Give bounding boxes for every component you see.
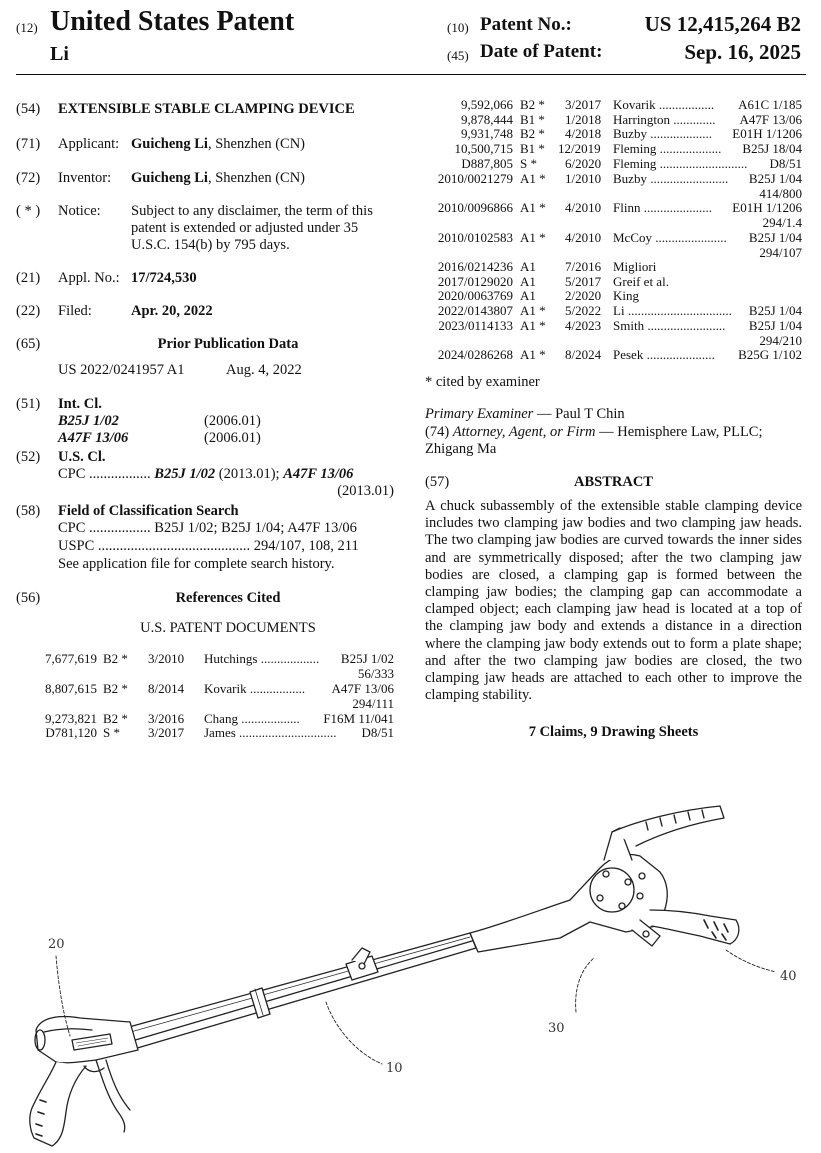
ref-kind: B2 * xyxy=(520,97,545,112)
ref-name: Flinn ..................... xyxy=(613,200,712,215)
appl-code: (21) xyxy=(16,270,41,286)
reference-row xyxy=(425,319,802,349)
ref-class: A47F 13/06 xyxy=(739,111,802,127)
ref-class: B25J 1/02 xyxy=(340,651,394,666)
filed-label: Filed: xyxy=(58,303,92,319)
reference-row xyxy=(425,348,802,363)
ref-number: 2010/0102583 xyxy=(437,229,513,245)
ref-name: Buzby ........................ xyxy=(613,170,729,186)
ref-subclass: 414/800 xyxy=(759,185,802,201)
clamping-jaw-assembly xyxy=(470,806,739,952)
abstract-text: A chuck subassembly of the extensible stable clamping device includes two clamping jaw bodies and two clamping jaw heads. The two clamping jaw bodies are curved towards the inner sides and are symmetrically disposed; after the two clamping jaw bodies are closed, a clamping gap is formed between the clamping jaw bodies; the clamping gap can accommodate a clamped object; each clamping jaw head is located at a top of the clamping jaw body and extends a distance in a direction where the clamping jaw body extends out to form a plate shape; and after the two clamping jaw bodies are closed, the two clamping jaw heads are attached to each other to improve the clamping stability. xyxy=(425,498,802,704)
ref-number: 2016/0214236 xyxy=(437,259,513,274)
reference-row xyxy=(425,157,802,172)
notice-code: ( * ) xyxy=(16,203,41,219)
uscl-heading: U.S. Cl. xyxy=(58,449,106,465)
ref-name: Fleming ................... xyxy=(613,141,722,157)
ref-name: Greif et al. xyxy=(613,273,669,289)
ref-number: 2024/0286268 xyxy=(437,347,513,363)
ref-name: James .............................. xyxy=(204,725,337,740)
inventor-code: (72) xyxy=(16,170,41,186)
refs-heading: References Cited xyxy=(175,590,281,606)
ref-class: B25G 1/102 xyxy=(738,347,802,363)
ref-kind: A1 * xyxy=(520,317,546,333)
ref-date: 3/2010 xyxy=(148,651,185,666)
ref-label-20: 20 xyxy=(48,937,65,952)
cited-note: * cited by examiner xyxy=(425,374,540,390)
field-uspc: USPC .......................................... 294/107, 108, 211 xyxy=(58,538,359,554)
field-cpc: CPC ................. B25J 1/02; B25J 1/04; A47F 13/06 xyxy=(58,520,357,536)
ref-number: 2023/0114133 xyxy=(438,317,513,333)
ref-class: A47F 13/06 xyxy=(331,681,394,696)
intcl-class-1: B25J 1/02 xyxy=(58,413,119,429)
primary-examiner: Primary Examiner — Paul T Chin xyxy=(425,406,625,422)
ref-kind: B2 * xyxy=(103,651,128,666)
ref-date: 1/2018 xyxy=(565,111,602,127)
ref-kind: A1 * xyxy=(520,229,546,245)
prior-code: (65) xyxy=(16,336,41,352)
ref-date: 12/2019 xyxy=(558,141,601,157)
patent-number-label: Patent No.: xyxy=(480,14,572,35)
ref-number: 2017/0129020 xyxy=(437,273,513,289)
extension-pole xyxy=(118,933,476,1052)
ref-subclass: 294/107 xyxy=(759,244,802,260)
ref-number: 2022/0143807 xyxy=(437,303,513,319)
ref-date: 3/2016 xyxy=(148,711,185,726)
ref-class: B25J 1/04 xyxy=(748,303,802,319)
ref-label-10: 10 xyxy=(386,1061,403,1076)
ref-number: 9,592,066 xyxy=(461,97,513,112)
ref-number: 9,878,444 xyxy=(461,111,513,127)
ref-name: Kovarik ................. xyxy=(613,97,715,112)
prior-heading: Prior Publication Data xyxy=(157,336,299,352)
code-12: (12) xyxy=(16,20,38,35)
ref-subclass: 294/210 xyxy=(759,332,802,348)
ref-class: D8/51 xyxy=(361,725,394,740)
ref-class: D8/51 xyxy=(769,155,802,171)
ref-name: Harrington ............. xyxy=(613,111,716,127)
ref-subclass: 294/111 xyxy=(352,696,394,711)
ref-class: A61C 1/185 xyxy=(738,97,802,112)
ref-date: 8/2014 xyxy=(148,681,185,696)
claims-summary: 7 Claims, 9 Drawing Sheets xyxy=(528,724,699,740)
uscl-cpc-version: (2013.01) xyxy=(337,483,394,499)
reference-row xyxy=(425,231,802,261)
notice-text: Subject to any disclaimer, the term of this patent is extended or adjusted under 35 U.S.C. 154(b) by 795 days. xyxy=(131,203,373,253)
ref-kind: A1 xyxy=(520,259,536,274)
ref-subclass: 294/1.4 xyxy=(762,215,802,230)
ref-name: King xyxy=(613,288,639,304)
intcl-code: (51) xyxy=(16,396,41,412)
ref-kind: A1 xyxy=(520,288,536,304)
ref-kind: B1 * xyxy=(520,111,545,127)
ref-date: 4/2010 xyxy=(565,200,602,215)
header-rule xyxy=(16,74,806,75)
inventor-value: Guicheng Li, Shenzhen (CN) xyxy=(131,170,305,186)
ref-kind: A1 * xyxy=(520,200,546,215)
ref-kind: B2 * xyxy=(103,681,128,696)
ref-date: 7/2016 xyxy=(565,259,602,274)
ref-number: 2020/0063769 xyxy=(437,288,513,304)
ref-number: 7,677,619 xyxy=(45,651,97,666)
applicant-label: Applicant: xyxy=(58,136,120,152)
uscl-cpc: CPC ................. B25J 1/02 (2013.01); A47F 13/06 xyxy=(58,466,354,482)
ref-class: E01H 1/1206 xyxy=(732,126,802,142)
pistol-grip-handle xyxy=(30,1017,138,1147)
ref-name: Fleming ........................... xyxy=(613,155,748,171)
prior-date: Aug. 4, 2022 xyxy=(226,362,302,378)
ref-label-40: 40 xyxy=(780,969,797,984)
patent-number: US 12,415,264 B2 xyxy=(644,12,801,36)
reference-row xyxy=(0,682,400,712)
date-of-patent: Sep. 16, 2025 xyxy=(684,40,801,64)
reference-row xyxy=(425,98,802,113)
ref-date: 6/2020 xyxy=(565,155,602,171)
reference-row xyxy=(0,652,400,682)
reference-row xyxy=(425,201,802,231)
ref-date: 5/2022 xyxy=(565,303,602,319)
ref-date: 4/2018 xyxy=(565,126,602,142)
attorney-line-2: Zhigang Ma xyxy=(425,441,497,457)
abstract-heading: ABSTRACT xyxy=(574,474,653,490)
ref-name: McCoy ...................... xyxy=(613,229,727,245)
ref-number: 9,931,748 xyxy=(461,126,513,142)
appl-label: Appl. No.: xyxy=(58,270,120,286)
ref-class: E01H 1/1206 xyxy=(732,200,802,215)
ref-class: B25J 1/04 xyxy=(748,317,802,333)
ref-class: B25J 1/04 xyxy=(748,229,802,245)
ref-kind: B1 * xyxy=(520,141,545,157)
ref-class: B25J 18/04 xyxy=(742,141,802,157)
ref-kind: A1 * xyxy=(520,170,546,186)
ref-number: 9,273,821 xyxy=(45,711,97,726)
ref-number: 2010/0021279 xyxy=(437,170,513,186)
intcl-class-2: A47F 13/06 xyxy=(58,430,129,446)
title-code: (54) xyxy=(16,101,41,117)
ref-name: Chang .................. xyxy=(204,711,300,726)
reference-row xyxy=(425,113,802,128)
ref-name: Li ................................ xyxy=(613,303,732,319)
filed-code: (22) xyxy=(16,303,41,319)
reference-row xyxy=(0,726,400,741)
ref-kind: S * xyxy=(520,155,537,171)
ref-number: 8,807,615 xyxy=(45,681,97,696)
ref-number: 10,500,715 xyxy=(454,141,513,157)
code-10: (10) xyxy=(447,20,469,35)
abstract-code: (57) xyxy=(425,474,450,490)
ref-date: 4/2023 xyxy=(565,317,602,333)
reference-row xyxy=(425,304,802,319)
reference-row xyxy=(425,142,802,157)
ref-kind: B2 * xyxy=(520,126,545,142)
reference-row xyxy=(425,275,802,290)
ref-kind: A1 * xyxy=(520,347,546,363)
ref-date: 8/2024 xyxy=(565,347,602,363)
ref-name: Pesek ..................... xyxy=(613,347,715,363)
reference-row xyxy=(425,172,802,202)
ref-kind: A1 * xyxy=(520,303,546,319)
patent-drawing xyxy=(0,760,821,1153)
intcl-version-1: (2006.01) xyxy=(204,413,261,429)
uscl-code: (52) xyxy=(16,449,41,465)
ref-kind: B2 * xyxy=(103,711,128,726)
ref-date: 5/2017 xyxy=(565,273,602,289)
ref-number: D887,805 xyxy=(461,155,513,171)
intcl-version-2: (2006.01) xyxy=(204,430,261,446)
ref-name: Hutchings .................. xyxy=(204,651,320,666)
refs-code: (56) xyxy=(16,590,41,606)
ref-date: 2/2020 xyxy=(565,288,602,304)
ref-number: 2010/0096866 xyxy=(437,200,513,215)
date-of-patent-label: Date of Patent: xyxy=(480,41,603,62)
ref-name: Migliori xyxy=(613,259,657,274)
refs-subheading: U.S. PATENT DOCUMENTS xyxy=(140,620,316,636)
field-code: (58) xyxy=(16,503,41,519)
field-note: See application file for complete search history. xyxy=(58,556,335,572)
ref-kind: A1 xyxy=(520,273,536,289)
attorney: (74) Attorney, Agent, or Firm — Hemisphere Law, PLLC; xyxy=(425,424,763,440)
ref-name: Buzby ................... xyxy=(613,126,712,142)
patent-title: EXTENSIBLE STABLE CLAMPING DEVICE xyxy=(58,101,355,117)
ref-subclass: 56/333 xyxy=(357,666,394,681)
applicant-code: (71) xyxy=(16,136,41,152)
ref-number: D781,120 xyxy=(45,725,97,740)
ref-kind: S * xyxy=(103,725,120,740)
ref-date: 3/2017 xyxy=(148,725,185,740)
filed-date: Apr. 20, 2022 xyxy=(131,303,213,319)
reference-row xyxy=(425,260,802,275)
ref-name: Kovarik ................. xyxy=(204,681,306,696)
reference-row xyxy=(425,289,802,304)
intcl-heading: Int. Cl. xyxy=(58,396,102,412)
document-type: United States Patent xyxy=(50,6,295,37)
inventor-label: Inventor: xyxy=(58,170,112,186)
field-heading: Field of Classification Search xyxy=(58,503,239,519)
inventor-surname: Li xyxy=(50,43,69,65)
notice-label: Notice: xyxy=(58,203,101,219)
reference-row xyxy=(425,127,802,142)
appl-number: 17/724,530 xyxy=(131,270,197,286)
applicant-value: Guicheng Li, Shenzhen (CN) xyxy=(131,136,305,152)
ref-class: F16M 11/041 xyxy=(323,711,394,726)
code-45: (45) xyxy=(447,48,469,63)
ref-name: Smith ........................ xyxy=(613,317,726,333)
ref-date: 3/2017 xyxy=(565,97,602,112)
ref-class: B25J 1/04 xyxy=(748,170,802,186)
prior-number: US 2022/0241957 A1 xyxy=(58,362,185,378)
ref-label-30: 30 xyxy=(548,1021,565,1036)
ref-date: 1/2010 xyxy=(565,170,602,186)
ref-date: 4/2010 xyxy=(565,229,602,245)
